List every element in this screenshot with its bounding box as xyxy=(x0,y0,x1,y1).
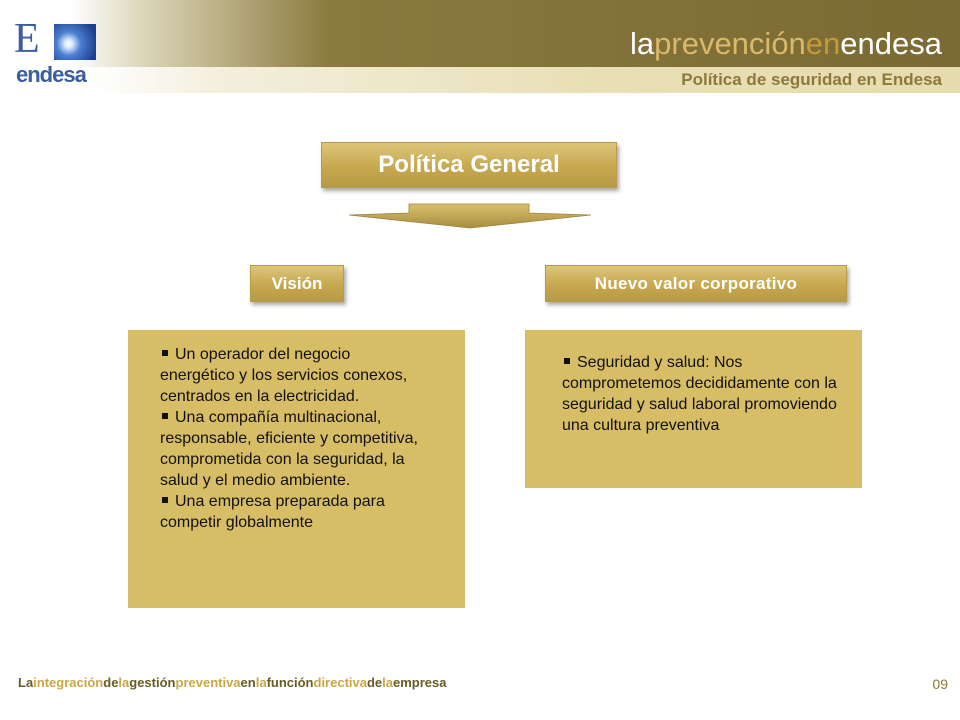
footer-word: la xyxy=(255,675,267,690)
logo-letter: E xyxy=(14,16,40,62)
footer-word: gestión xyxy=(129,675,176,690)
footer-word: empresa xyxy=(393,675,447,690)
list-item xyxy=(160,407,428,491)
footer-word: preventiva xyxy=(175,675,241,690)
list-item xyxy=(562,352,847,436)
bullet-icon xyxy=(564,358,570,364)
brand-title-la: la xyxy=(630,26,655,61)
footer-word: directiva xyxy=(313,675,367,690)
footer-word: de xyxy=(103,675,119,690)
footer-word: la xyxy=(118,675,130,690)
down-arrow-icon xyxy=(349,201,591,229)
valor-panel xyxy=(525,330,862,488)
logo-word: endesa xyxy=(16,62,86,87)
valor-list xyxy=(562,352,847,436)
brand-title-en: en xyxy=(805,26,841,61)
footer-word: La xyxy=(18,675,34,690)
footer-word: de xyxy=(366,675,383,690)
brand-title-prevencion: prevención xyxy=(654,26,806,61)
logo-star-icon xyxy=(54,24,96,60)
footer-word: la xyxy=(382,675,393,690)
politica-general-box: Política General xyxy=(321,142,617,188)
vision-box: Visión xyxy=(250,265,344,302)
bullet-icon xyxy=(162,497,168,503)
valor-item-text: Seguridad y salud: Nos comprometemos decididamente con la seguridad y salud laboral promoviendo una cultura preventiva xyxy=(562,354,837,434)
nuevo-valor-box: Nuevo valor corporativo xyxy=(545,265,847,302)
brand-title-endesa: endesa xyxy=(840,26,942,61)
list-item xyxy=(160,344,428,407)
footer-word: integración xyxy=(33,675,104,690)
bullet-icon xyxy=(162,350,168,356)
vision-item-text: Una compañía multinacional, responsable, eficiente y competitiva, comprometida con la seguridad, la salud y el medio ambiente. xyxy=(160,409,418,489)
footer-word: en xyxy=(240,675,256,690)
vision-list xyxy=(160,344,428,533)
page-number: 09 xyxy=(932,676,948,692)
page-subtitle: Política de seguridad en Endesa xyxy=(681,70,942,89)
brand-title xyxy=(630,26,942,62)
footer-word: función xyxy=(266,675,314,690)
endesa-logo xyxy=(14,18,92,92)
vision-item-text: Una empresa preparada para competir globalmente xyxy=(160,493,385,531)
vision-item-text: Un operador del negocio energético y los servicios conexos, centrados en la electricidad. xyxy=(160,346,408,405)
list-item xyxy=(160,491,428,533)
vision-panel xyxy=(128,330,465,608)
bullet-icon xyxy=(162,413,168,419)
footer-caption xyxy=(18,675,446,690)
